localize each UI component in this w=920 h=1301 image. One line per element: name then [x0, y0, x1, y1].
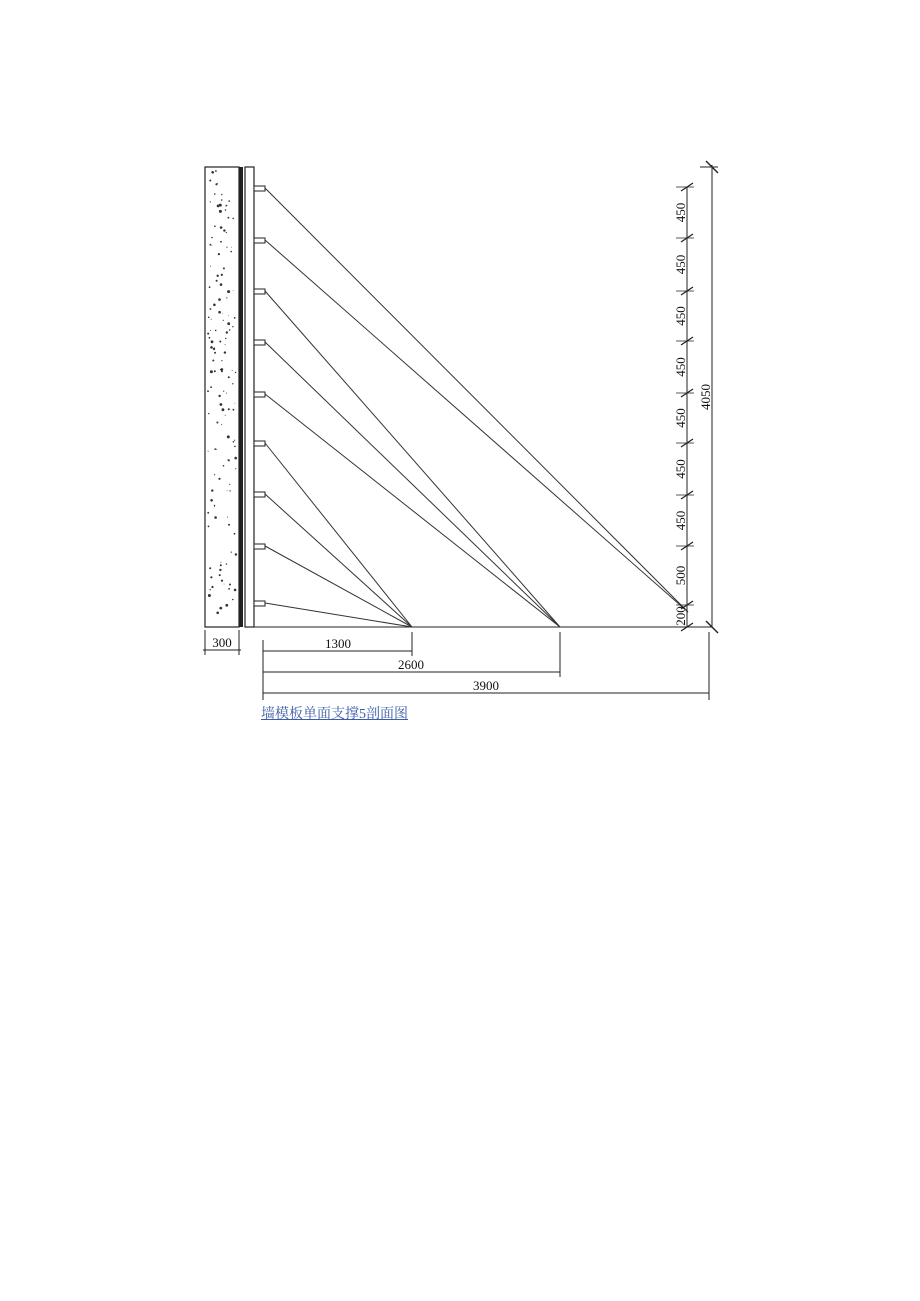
- concrete-speckle: [229, 490, 230, 491]
- concrete-speckle: [209, 180, 211, 182]
- concrete-speckle: [225, 415, 226, 416]
- concrete-speckle: [231, 247, 232, 248]
- concrete-speckle: [227, 490, 228, 491]
- concrete-speckle: [228, 524, 230, 526]
- concrete-speckle: [221, 194, 222, 195]
- formwork-panel: [245, 167, 254, 627]
- diagonal-brace: [265, 394, 560, 627]
- horizontal-dimension-1300: [263, 632, 412, 700]
- brace-stub: [254, 289, 265, 294]
- wall-thickness-dimension: [203, 630, 241, 655]
- concrete-speckle: [233, 290, 234, 291]
- concrete-speckle: [214, 516, 217, 519]
- diagonal-brace: [265, 342, 560, 627]
- concrete-speckle: [220, 226, 223, 229]
- concrete-speckle: [228, 315, 229, 316]
- concrete-speckle: [221, 370, 223, 372]
- concrete-speckle: [227, 290, 230, 293]
- concrete-speckle: [219, 210, 222, 213]
- concrete-speckle: [214, 352, 216, 354]
- concrete-speckle: [234, 440, 235, 441]
- concrete-speckle: [211, 340, 214, 343]
- concrete-speckle: [228, 200, 230, 202]
- concrete-speckle: [208, 451, 209, 452]
- brace-stub: [254, 340, 265, 345]
- concrete-speckle: [210, 576, 212, 578]
- concrete-speckle: [208, 413, 209, 414]
- concrete-speckle: [209, 286, 211, 288]
- concrete-speckle: [222, 408, 225, 411]
- concrete-speckle: [229, 329, 231, 331]
- concrete-speckle: [218, 395, 220, 397]
- concrete-speckle: [210, 346, 213, 349]
- vertical-dimension-chain: [673, 183, 694, 631]
- concrete-speckle: [226, 247, 227, 248]
- concrete-speckle: [211, 237, 213, 239]
- concrete-speckle: [218, 478, 220, 480]
- dim-label-3900: 3900: [473, 678, 499, 693]
- concrete-speckle: [225, 338, 226, 339]
- concrete-speckle: [214, 474, 215, 475]
- wall-thickness-label: 300: [212, 635, 232, 650]
- concrete-speckle: [216, 449, 217, 450]
- concrete-speckle: [225, 344, 226, 345]
- concrete-speckle: [226, 205, 228, 207]
- vertical-dim-label: 450: [673, 408, 688, 428]
- concrete-speckle: [210, 244, 212, 246]
- concrete-speckle: [215, 330, 217, 332]
- concrete-speckle: [214, 225, 216, 227]
- brace-stub: [254, 392, 265, 397]
- concrete-speckle: [229, 584, 231, 586]
- concrete-speckle: [210, 499, 213, 502]
- concrete-speckle: [220, 564, 222, 566]
- brace-stub: [254, 544, 265, 549]
- concrete-speckle: [213, 304, 216, 307]
- concrete-speckle: [233, 409, 235, 411]
- concrete-speckle: [223, 229, 225, 231]
- concrete-speckle: [210, 266, 211, 267]
- concrete-speckle: [230, 251, 232, 253]
- concrete-speckle: [218, 298, 221, 301]
- vertical-dim-label: 450: [673, 254, 688, 275]
- concrete-speckle: [207, 390, 209, 392]
- concrete-speckle: [221, 360, 222, 361]
- concrete-speckle: [212, 360, 214, 362]
- concrete-speckle: [210, 386, 212, 388]
- concrete-speckle: [235, 553, 237, 555]
- concrete-speckle: [216, 280, 218, 282]
- concrete-speckle: [225, 209, 227, 211]
- concrete-speckle: [226, 297, 227, 298]
- concrete-speckle: [223, 267, 225, 269]
- concrete-speckle: [208, 317, 210, 319]
- concrete-speckle: [216, 612, 219, 615]
- concrete-speckle: [222, 313, 223, 314]
- brace-stub: [254, 601, 265, 606]
- figure-caption: 墙模板单面支撑5剖面图: [261, 707, 408, 722]
- concrete-speckle: [221, 199, 223, 201]
- concrete-speckle: [221, 424, 222, 425]
- brace-stub: [254, 186, 265, 191]
- concrete-speckle: [233, 441, 235, 443]
- concrete-speckle: [228, 217, 230, 219]
- concrete-speckle: [220, 241, 222, 243]
- diagonal-brace: [265, 240, 688, 612]
- vertical-dim-label: 450: [673, 357, 688, 377]
- diagonal-brace: [265, 291, 560, 627]
- concrete-speckle: [228, 408, 230, 410]
- concrete-speckle: [208, 594, 211, 597]
- concrete-speckle: [213, 348, 215, 350]
- concrete-speckle: [207, 512, 209, 514]
- concrete-speckle: [211, 319, 212, 320]
- concrete-speckle: [210, 370, 213, 373]
- concrete-speckle: [228, 376, 230, 378]
- concrete-speckle: [221, 580, 223, 582]
- concrete-speckle: [219, 607, 222, 610]
- brace-group: [254, 186, 688, 627]
- concrete-speckle: [226, 331, 228, 333]
- concrete-speckle: [219, 569, 221, 571]
- concrete-speckle: [214, 193, 216, 195]
- concrete-speckle: [210, 589, 211, 590]
- concrete-speckle: [232, 370, 233, 371]
- concrete-speckle: [235, 468, 236, 469]
- concrete-speckle: [234, 457, 237, 460]
- vertical-dim-label: 450: [673, 202, 688, 223]
- total-height-dimension: [698, 161, 718, 633]
- vertical-dim-label: 450: [673, 306, 688, 326]
- concrete-speckle: [224, 584, 225, 585]
- dim-label-2600: 2600: [398, 657, 424, 672]
- concrete-speckle: [227, 322, 230, 325]
- concrete-speckle: [232, 218, 234, 220]
- concrete-speckle: [211, 171, 214, 174]
- concrete-speckle: [226, 563, 227, 564]
- concrete-speckle: [217, 183, 218, 184]
- vertical-dim-label: 450: [673, 459, 688, 479]
- concrete-speckle: [234, 446, 236, 448]
- concrete-speckle: [216, 422, 218, 424]
- concrete-speckle: [226, 393, 227, 394]
- concrete-speckle: [234, 317, 236, 319]
- concrete-speckle: [208, 526, 210, 528]
- concrete-speckle: [219, 204, 222, 207]
- concrete-speckle: [229, 484, 230, 485]
- concrete-speckle: [220, 283, 223, 286]
- concrete-speckle: [209, 337, 211, 339]
- concrete-speckle: [218, 311, 221, 314]
- concrete-speckle: [214, 347, 215, 348]
- brace-stub: [254, 238, 265, 243]
- concrete-speckle: [214, 370, 216, 372]
- concrete-speckle: [227, 517, 228, 518]
- concrete-speckle: [214, 448, 216, 450]
- concrete-speckle: [218, 253, 220, 255]
- formwork-panel-dark: [239, 167, 243, 627]
- concrete-speckle: [220, 562, 221, 563]
- concrete-speckle: [223, 465, 225, 467]
- concrete-speckle: [223, 320, 224, 321]
- vertical-dim-label: 200: [673, 606, 688, 626]
- concrete-wall: [205, 167, 239, 627]
- concrete-speckle: [232, 599, 234, 601]
- vertical-dim-label: 500: [673, 565, 688, 586]
- brace-stub: [254, 492, 265, 497]
- concrete-speckle: [224, 351, 226, 353]
- concrete-speckle: [234, 533, 236, 535]
- concrete-speckle: [220, 369, 221, 370]
- diagonal-brace: [265, 188, 688, 612]
- concrete-speckle: [217, 275, 219, 277]
- dim-label-1300: 1300: [325, 636, 351, 651]
- concrete-speckle: [226, 232, 227, 233]
- concrete-speckle: [211, 245, 212, 246]
- concrete-speckle: [227, 459, 228, 460]
- total-height-label: 4050: [698, 384, 713, 410]
- concrete-speckle: [220, 403, 223, 406]
- concrete-speckle: [228, 588, 230, 590]
- concrete-speckle: [227, 435, 230, 438]
- concrete-speckle: [225, 604, 228, 607]
- concrete-speckle: [221, 274, 223, 276]
- concrete-speckle: [210, 201, 211, 202]
- concrete-speckle: [235, 403, 236, 404]
- concrete-speckle: [214, 505, 215, 506]
- diagonal-brace: [265, 443, 412, 627]
- concrete-speckle: [209, 567, 211, 569]
- concrete-speckle: [210, 308, 212, 310]
- concrete-speckle: [219, 574, 221, 576]
- concrete-speckle: [219, 341, 221, 343]
- brace-stub: [254, 441, 265, 446]
- concrete-speckle: [210, 330, 211, 331]
- concrete-speckle: [231, 552, 232, 553]
- concrete-speckle: [234, 589, 237, 592]
- concrete-speckle: [232, 383, 233, 384]
- concrete-speckle: [211, 489, 213, 491]
- concrete-speckle: [207, 333, 209, 335]
- concrete-speckle: [232, 326, 233, 327]
- concrete-speckle: [211, 586, 213, 588]
- concrete-speckle: [215, 170, 217, 172]
- vertical-dim-label: 450: [673, 510, 688, 531]
- concrete-speckle: [214, 506, 215, 507]
- concrete-speckle: [235, 372, 236, 373]
- concrete-speckle: [223, 391, 224, 392]
